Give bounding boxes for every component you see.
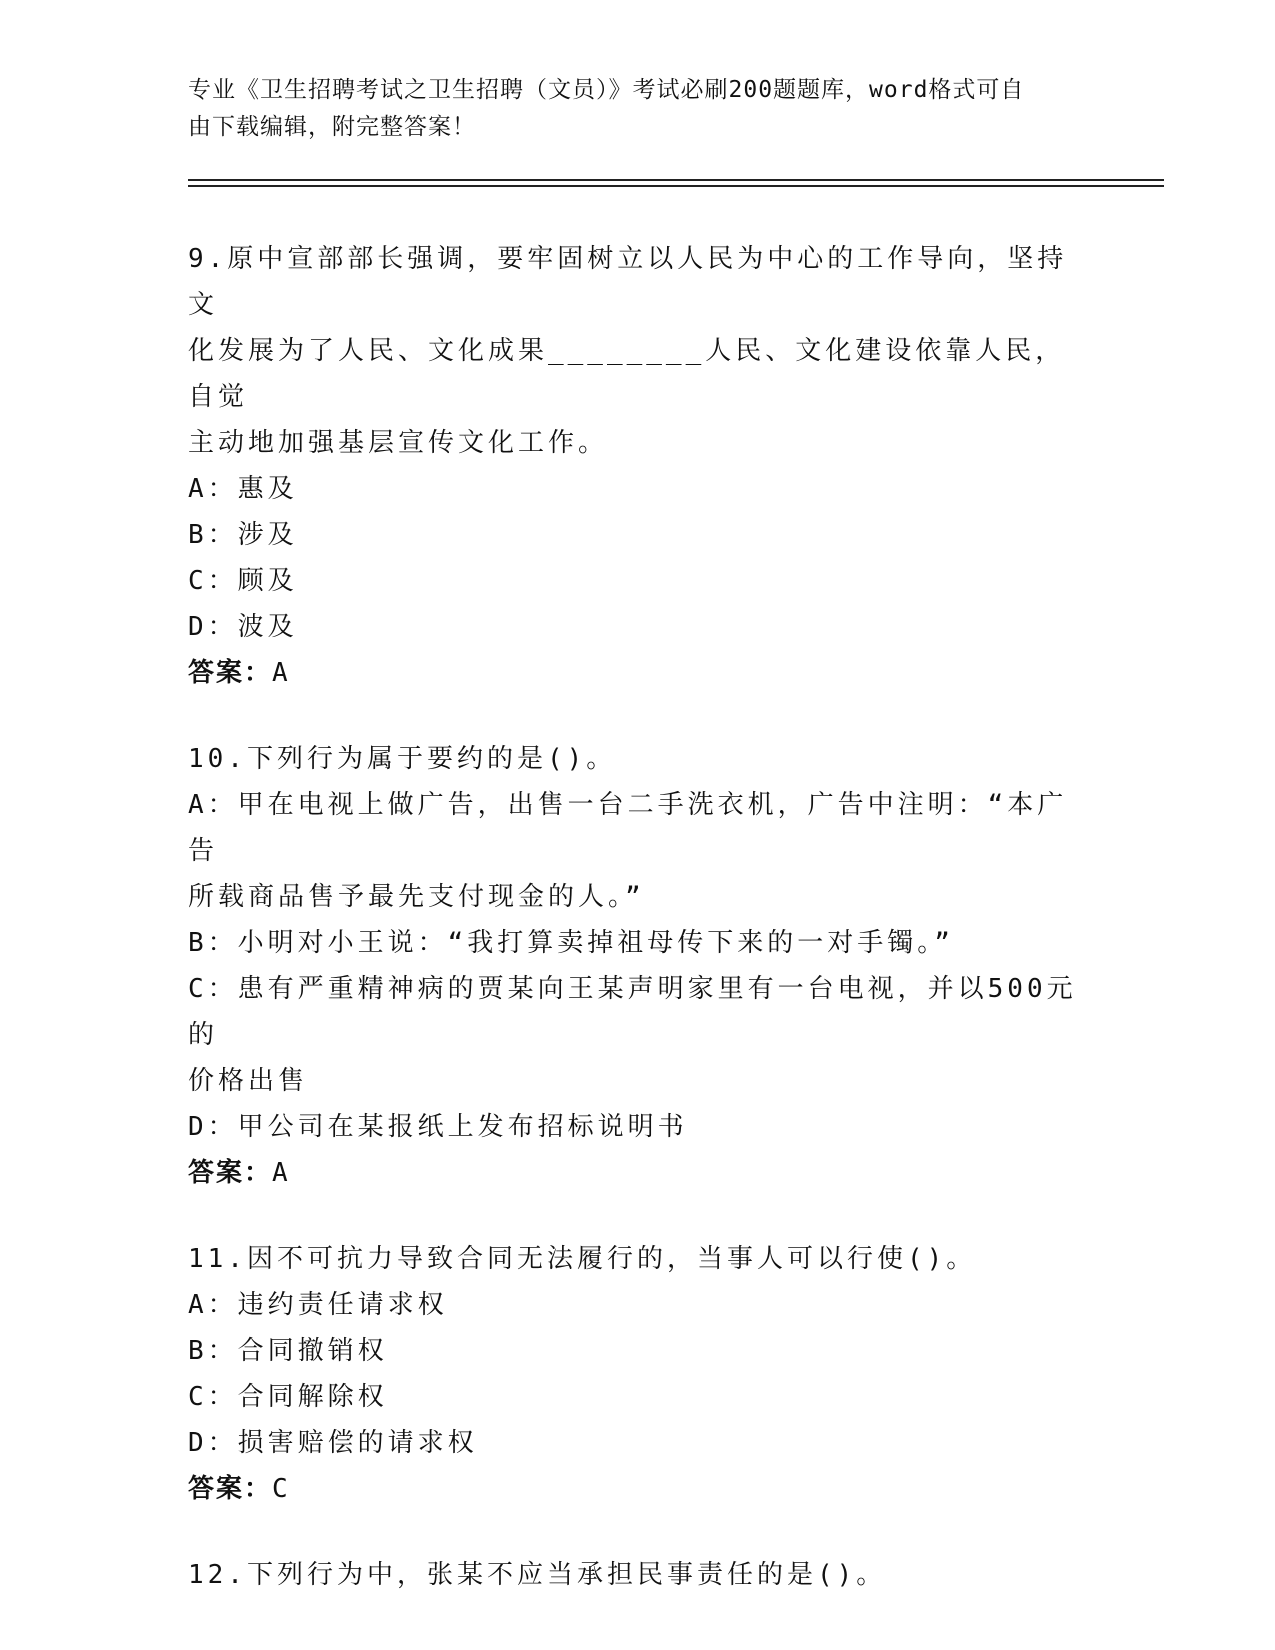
question-block [188, 736, 1078, 1196]
document-header [188, 72, 1068, 146]
option-line: A：甲在电视上做广告，出售一台二手洗衣机，广告中注明：“本广告 [188, 790, 1068, 866]
question-stem-line: 化发展为了人民、文化成果________人民、文化建设依靠人民，自觉 [188, 336, 1066, 412]
option-line: 价格出售 [188, 1066, 309, 1096]
question-block [188, 236, 1078, 696]
answer-value: A [272, 1158, 290, 1188]
question-stem-line: 9.原中宣部部长强调，要牢固树立以人民为中心的工作导向，坚持文 [188, 244, 1068, 320]
option-line: B：小明对小王说：“我打算卖掉祖母传下来的一对手镯。” [188, 928, 954, 958]
option-line: A：惠及 [188, 474, 298, 504]
answer-line [188, 1466, 1078, 1512]
question-stem-line: 12.下列行为中，张某不应当承担民事责任的是()。 [188, 1560, 887, 1590]
question-stem-line: 主动地加强基层宣传文化工作。 [188, 428, 609, 458]
option-line: C：患有严重精神病的贾某向王某声明家里有一台电视，并以500元的 [188, 974, 1077, 1050]
option-line: C：合同解除权 [188, 1382, 388, 1412]
header-divider-top [188, 179, 1164, 181]
header-divider-bottom [188, 185, 1164, 187]
answer-value: C [272, 1474, 290, 1504]
question-block [188, 1236, 1078, 1512]
option-line: C：顾及 [188, 566, 298, 596]
question-list [188, 236, 1078, 1638]
answer-line [188, 1150, 1078, 1196]
header-line-2: 由下载编辑，附完整答案！ [188, 114, 476, 140]
question-stem-line: 10.下列行为属于要约的是()。 [188, 744, 617, 774]
option-line: 所载商品售予最先支付现金的人。” [188, 882, 645, 912]
question-block [188, 1552, 1078, 1598]
header-line-1: 专业《卫生招聘考试之卫生招聘（文员）》考试必刷200题题库，word格式可自 [188, 77, 1025, 103]
answer-label: 答案： [188, 1158, 273, 1188]
option-line: A：违约责任请求权 [188, 1290, 448, 1320]
option-line: D：甲公司在某报纸上发布招标说明书 [188, 1112, 688, 1142]
option-line: D：波及 [188, 612, 298, 642]
option-line: B：合同撤销权 [188, 1336, 388, 1366]
answer-value: A [272, 658, 290, 688]
option-line: D：损害赔偿的请求权 [188, 1428, 478, 1458]
answer-line [188, 650, 1078, 696]
question-stem-line: 11.因不可抗力导致合同无法履行的，当事人可以行使()。 [188, 1244, 977, 1274]
answer-label: 答案： [188, 658, 273, 688]
option-line: B：涉及 [188, 520, 298, 550]
answer-label: 答案： [188, 1474, 273, 1504]
